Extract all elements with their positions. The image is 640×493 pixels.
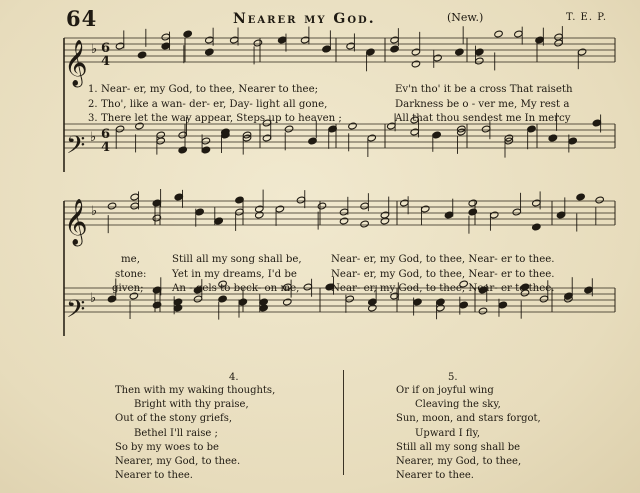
lyric-line: me,	[121, 254, 140, 265]
note-head	[455, 48, 464, 56]
note-head	[577, 48, 586, 56]
note-head	[568, 137, 577, 145]
note-head	[346, 42, 355, 50]
stanza-line: Nearer to thee.	[115, 470, 193, 482]
note-head	[459, 301, 468, 309]
verse-number: 2.	[88, 98, 98, 110]
note-head	[433, 54, 442, 62]
note-head	[300, 36, 309, 44]
note-head	[173, 304, 182, 312]
stanza-line: Bright with thy praise,	[134, 399, 249, 411]
note-head	[174, 193, 183, 201]
stanza-line: Nearer to thee.	[396, 470, 474, 482]
stanza-line: So by my woes to be	[115, 441, 219, 453]
lyric-line: Darkness be o - ver me, My rest a	[395, 98, 570, 110]
note-head	[548, 134, 557, 142]
note-head	[161, 33, 170, 41]
note-head	[107, 202, 116, 210]
svg-text:𝄞: 𝄞	[64, 199, 88, 245]
note-head	[532, 199, 541, 207]
lyric-line: Near- er, my God, to thee, Near- er to thee.	[331, 283, 555, 294]
note-head	[595, 196, 604, 204]
time-sig-top-bass: 6	[101, 127, 111, 142]
stanza-number: 4.	[229, 372, 239, 383]
lyric-line: Ev'n tho' it be a cross That raiseth	[395, 84, 573, 95]
hymn-subtitle: (New.)	[447, 11, 484, 24]
note-head	[360, 202, 369, 210]
lyric-line: stone:	[115, 268, 147, 280]
note-head	[411, 48, 420, 56]
svg-text:♭: ♭	[90, 291, 97, 306]
note-head	[296, 196, 305, 204]
lyric-line: Still all my song shall be,	[172, 254, 302, 265]
note-head	[205, 36, 214, 44]
hymn-title: Nearer my God.	[233, 11, 376, 27]
lyric-line: There let the way appear, Steps up to heaven ;	[101, 113, 342, 124]
stanza-line: Out of the stony griefs,	[115, 413, 233, 425]
note-head	[576, 193, 585, 201]
lyric-line: Tho', like a wan- der- er, Day- light all gone,	[101, 98, 328, 110]
note-head	[115, 42, 124, 50]
note-head	[410, 128, 419, 136]
verse-number: 3.	[88, 113, 98, 124]
note-head	[360, 220, 369, 228]
lyric-line: given;	[112, 283, 144, 294]
note-head	[137, 51, 146, 59]
note-head	[195, 208, 204, 216]
note-head	[390, 36, 399, 44]
note-head	[411, 60, 420, 68]
note-head	[556, 211, 565, 219]
note-head	[475, 57, 484, 65]
time-sig-bottom: 4	[101, 54, 111, 69]
note-head	[514, 30, 523, 38]
svg-text:♭: ♭	[91, 42, 98, 57]
note-head	[468, 199, 477, 207]
column-divider	[343, 370, 344, 475]
stanza-number: 5.	[448, 372, 458, 383]
note-head	[494, 30, 503, 38]
lyric-line: Near- er, my God, to thee, Near- er to thee.	[331, 268, 555, 280]
note-head	[275, 205, 284, 213]
note-head	[283, 298, 292, 306]
stanza-line: Then with my waking thoughts,	[115, 385, 276, 396]
lyric-line: Yet in my dreams, I'd be	[172, 268, 297, 280]
note-head	[532, 223, 541, 231]
note-head	[390, 45, 399, 53]
note-head	[259, 304, 268, 312]
note-head	[262, 134, 271, 142]
lyric-line: An - gels to beck- on me,	[172, 283, 300, 294]
stanza-line: Or if on joyful wing	[396, 385, 494, 396]
note-head	[478, 307, 487, 315]
note-head	[214, 217, 223, 225]
note-head	[130, 193, 139, 201]
tune-initials: T. E. P.	[566, 12, 608, 23]
note-head	[413, 298, 422, 306]
lyric-line: Near- er, my God, to thee, Nearer to thee;	[101, 84, 319, 95]
note-head	[201, 146, 210, 154]
stanza-5	[396, 384, 541, 483]
stanza-line: Nearer, my God, to thee,	[396, 456, 522, 468]
note-head	[339, 217, 348, 225]
note-head	[178, 131, 187, 139]
stanza-line: Sun, moon, and stars forgot,	[396, 413, 541, 425]
note-head	[130, 202, 139, 210]
note-head	[368, 298, 377, 306]
svg-text:𝄢: 𝄢	[66, 295, 86, 330]
stanza-line: Bethel I'll raise ;	[134, 427, 218, 439]
note-head	[444, 211, 453, 219]
system1-lyrics	[88, 83, 618, 127]
system2-lyrics	[95, 253, 605, 297]
note-head	[253, 39, 262, 47]
note-head	[255, 205, 264, 213]
note-head	[201, 137, 210, 145]
note-head	[436, 304, 445, 312]
note-head	[230, 36, 239, 44]
note-head	[161, 42, 170, 50]
note-head	[156, 131, 165, 139]
note-head	[490, 211, 499, 219]
note-head	[308, 137, 317, 145]
stanza-line: Cleaving the sky,	[415, 399, 501, 411]
stanza-4	[115, 384, 275, 483]
note-head	[535, 36, 544, 44]
note-head	[317, 202, 326, 210]
stanza-line: Nearer, my God, to thee.	[115, 456, 241, 468]
verse-number: 1.	[88, 84, 98, 95]
note-head	[339, 208, 348, 216]
note-head	[468, 208, 477, 216]
note-head	[277, 36, 286, 44]
time-sig-bottom-bass: 4	[101, 140, 111, 155]
note-head	[178, 146, 187, 154]
note-head	[475, 48, 484, 56]
note-head	[367, 134, 376, 142]
note-head	[498, 301, 507, 309]
note-head	[400, 199, 409, 207]
note-head	[421, 205, 430, 213]
note-head	[554, 39, 563, 47]
note-head	[205, 48, 214, 56]
svg-text:𝄢: 𝄢	[66, 131, 86, 166]
note-head	[380, 217, 389, 225]
page-number: 64	[66, 6, 98, 31]
svg-text:♭: ♭	[91, 204, 98, 219]
lyric-line: All that thou sendest me In mercy	[395, 113, 571, 124]
note-head	[238, 298, 247, 306]
note-head	[432, 131, 441, 139]
time-sig-top: 6	[101, 41, 111, 56]
stanza-line: Upward I fly,	[415, 427, 481, 439]
lyric-line: Near- er, my God, to thee, Near- er to thee.	[331, 254, 555, 265]
note-head	[183, 30, 192, 38]
note-head	[512, 208, 521, 216]
svg-text:𝄞: 𝄞	[64, 40, 88, 86]
stanza-line: Still all my song shall be	[396, 441, 521, 453]
note-head	[366, 48, 375, 56]
svg-text:♭: ♭	[90, 130, 97, 145]
